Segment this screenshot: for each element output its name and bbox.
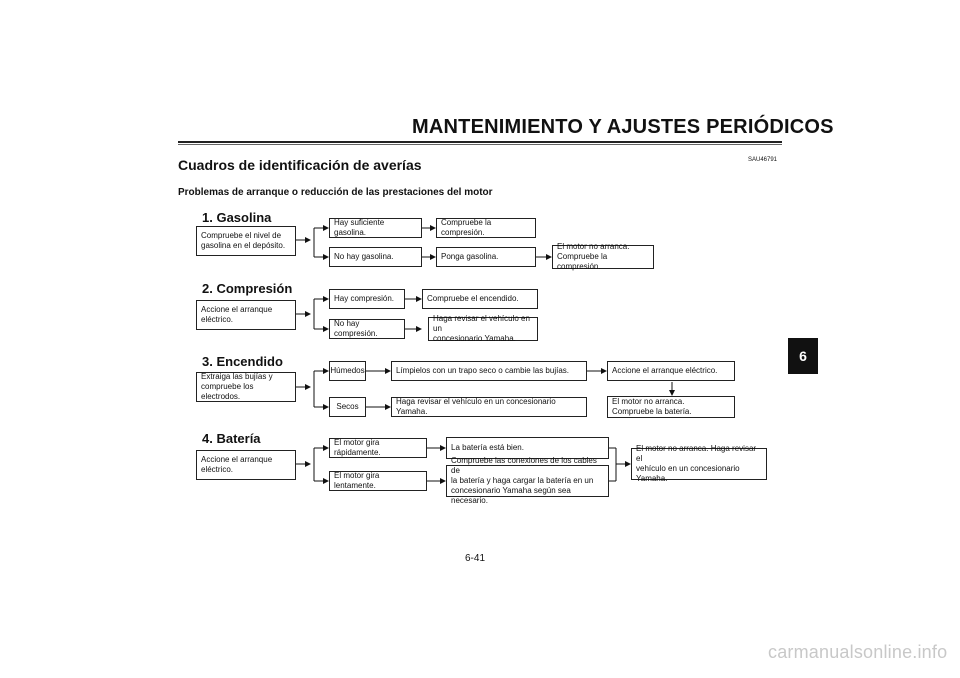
encendido-wet-text: Húmedos	[330, 366, 365, 375]
compresion-no-text: No hay compresión.	[334, 319, 378, 338]
bateria-slow-result-box	[446, 456, 609, 505]
section-title: Cuadros de identificación de averías	[178, 157, 422, 173]
chapter-tab: 6	[788, 338, 818, 374]
header-rule	[178, 141, 782, 143]
gasolina-no-result-text: Ponga gasolina.	[441, 252, 499, 261]
compresion-no-result-text: Haga revisar el vehículo en un concesionario Yamaha.	[433, 314, 530, 343]
gasolina-start-box	[196, 226, 296, 256]
bateria-slow-text: El motor gira lentamente.	[334, 471, 380, 490]
watermark: carmanualsonline.info	[768, 642, 948, 662]
gasolina-no-box	[329, 247, 422, 267]
encendido-final-box	[607, 396, 735, 418]
page-number: 6-41	[465, 553, 486, 564]
compresion-yes-box	[329, 289, 405, 309]
compresion-yes-text: Hay compresión.	[334, 294, 395, 303]
bateria-slow-box	[329, 471, 427, 491]
encendido-wet-result-text: Límpielos con un trapo seco o cambie las bujías.	[396, 366, 569, 375]
encendido-dry-result-text: Haga revisar el vehículo en un concesionario Yamaha.	[396, 397, 556, 416]
encendido-start-text: Extraiga las bujías y compruebe los electrodos.	[201, 372, 273, 401]
gasolina-start-text: Compruebe el nivel de gasolina en el depósito.	[201, 231, 286, 250]
compresion-yes-result-text: Compruebe el encendido.	[427, 294, 519, 303]
gasolina-no-text: No hay gasolina.	[334, 252, 394, 261]
bateria-fast-text: El motor gira rápidamente.	[334, 438, 381, 457]
step-title-encendido: 3. Encendido	[202, 354, 283, 369]
encendido-dry-box	[329, 397, 366, 417]
encendido-wet-result-box	[391, 361, 587, 381]
encendido-next-text: Accione el arranque eléctrico.	[612, 366, 718, 375]
encendido-wet-box	[329, 361, 366, 381]
bateria-final-box	[631, 444, 767, 483]
compresion-no-box	[329, 319, 405, 339]
compresion-start-text: Accione el arranque eléctrico.	[201, 305, 273, 324]
gasolina-yes-box	[329, 218, 422, 238]
bateria-fast-result-text: La batería está bien.	[451, 443, 524, 452]
bateria-start-box	[196, 450, 296, 480]
page-header-title: MANTENIMIENTO Y AJUSTES PERIÓDICOS	[412, 116, 834, 138]
bateria-slow-result-text: Compruebe las conexiones de los cables de la batería y haga cargar la batería en un concesionario Yamaha según sea necesario.	[451, 456, 597, 505]
gasolina-final-box	[552, 242, 654, 271]
encendido-dry-text: Secos	[336, 402, 359, 411]
reference-code: SAU46791	[748, 157, 778, 163]
gasolina-yes-text: Hay suficiente gasolina.	[334, 218, 385, 237]
step-title-bateria: 4. Batería	[202, 431, 261, 446]
step-title-compresion: 2. Compresión	[202, 281, 293, 296]
compresion-start-box	[196, 300, 296, 330]
bateria-start-text: Accione el arranque eléctrico.	[201, 455, 273, 474]
section-subtitle: Problemas de arranque o reducción de las prestaciones del motor	[178, 187, 493, 198]
gasolina-no-result-box	[436, 247, 536, 267]
encendido-start-box	[196, 372, 296, 402]
gasolina-yes-result-text: Compruebe la compresión.	[441, 218, 492, 237]
header-rule-thin	[178, 144, 782, 145]
gasolina-final-text: El motor no arranca. Compruebe la compresión.	[557, 242, 630, 271]
encendido-final-text: El motor no arranca. Compruebe la batería.	[612, 397, 692, 416]
encendido-next-box	[607, 361, 735, 381]
gasolina-yes-result-box	[436, 218, 536, 238]
step-title-gasolina: 1. Gasolina	[202, 210, 272, 225]
bateria-final-text: El motor no arranca. Haga revisar el vehículo en un concesionario Yamaha.	[636, 444, 757, 483]
compresion-yes-result-box	[422, 289, 538, 309]
bateria-fast-box	[329, 438, 427, 458]
compresion-no-result-box	[428, 314, 538, 343]
encendido-dry-result-box	[391, 397, 587, 417]
